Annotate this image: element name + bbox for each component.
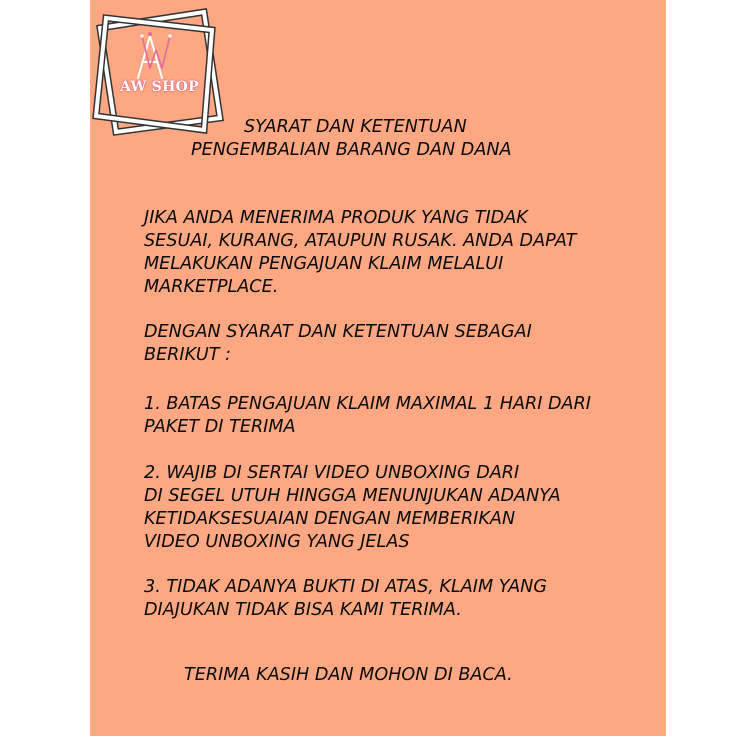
- rule-1: [144, 393, 591, 439]
- title-line-1: SYARAT DAN KETENTUAN: [244, 117, 467, 137]
- intro-paragraph: [144, 207, 576, 299]
- rule-2-line: VIDEO UNBOXING YANG JELAS: [144, 532, 410, 552]
- intro-line: JIKA ANDA MENERIMA PRODUK YANG TIDAK: [144, 208, 528, 228]
- closing-note: TERIMA KASIH DAN MOHON DI BACA.: [184, 665, 513, 685]
- intro-line: MELAKUKAN PENGAJUAN KLAIM MELALUI: [144, 254, 504, 274]
- rule-2-line: DI SEGEL UTUH HINGGA MENUNJUKAN ADANYA: [144, 486, 561, 506]
- conditions-heading: [144, 321, 532, 367]
- logo-brand-text: AW SHOP: [120, 79, 199, 95]
- conditions-line: DENGAN SYARAT DAN KETENTUAN SEBAGAI: [144, 322, 532, 342]
- rule-3-line: 3. TIDAK ADANYA BUKTI DI ATAS, KLAIM YANG: [144, 577, 547, 597]
- rule-1-line: 1. BATAS PENGAJUAN KLAIM MAXIMAL 1 HARI DARI: [144, 394, 591, 414]
- intro-line: SESUAI, KURANG, ATAUPUN RUSAK. ANDA DAPAT: [144, 231, 577, 251]
- rule-3-line: DIAJUKAN TIDAK BISA KAMI TERIMA.: [144, 600, 462, 620]
- logo-dot: [148, 32, 152, 36]
- rule-3: [144, 576, 547, 622]
- rule-2: [144, 462, 561, 554]
- title-line-2: PENGEMBALIAN BARANG DAN DANA: [191, 140, 512, 160]
- conditions-line: BERIKUT :: [144, 345, 231, 365]
- rule-1-line: PAKET DI TERIMA: [144, 417, 296, 437]
- intro-line: MARKETPLACE.: [144, 277, 279, 297]
- page-title: [0, 116, 736, 162]
- rule-2-line: KETIDAKSESUAIAN DENGAN MEMBERIKAN: [144, 509, 516, 529]
- rule-2-line: 2. WAJIB DI SERTAI VIDEO UNBOXING DARI: [144, 463, 520, 483]
